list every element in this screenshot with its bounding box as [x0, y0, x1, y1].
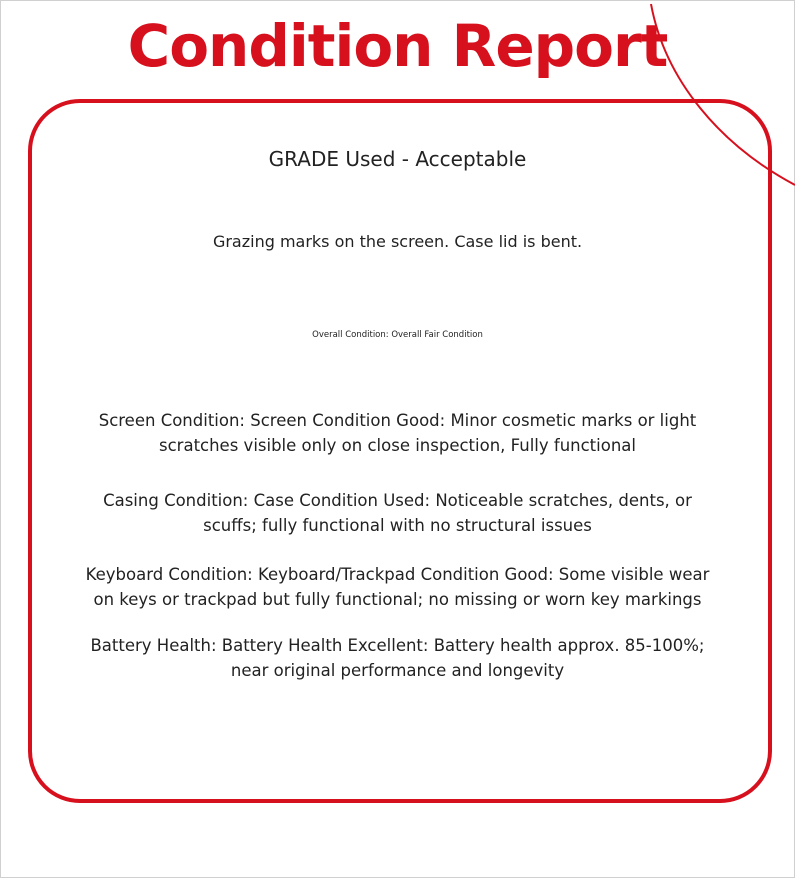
keyboard-condition-line-1: Keyboard Condition: Keyboard/Trackpad Condition Good: Some visible wear: [85, 565, 710, 584]
condition-summary: Grazing marks on the screen. Case lid is bent.: [212, 232, 583, 251]
screen-condition-line-1: Screen Condition: Screen Condition Good: Minor cosmetic marks or light: [98, 411, 697, 430]
casing-condition: [0, 488, 795, 538]
overall-condition: Overall Condition: Overall Fair Condition: [312, 330, 483, 340]
report-title: Condition Report: [127, 12, 668, 80]
screen-condition: [0, 408, 795, 458]
battery-health: [0, 633, 795, 683]
screen-condition-line-2: scratches visible only on close inspection, Fully functional: [159, 436, 636, 455]
battery-health-line-1: Battery Health: Battery Health Excellent: Battery health approx. 85-100%;: [90, 636, 705, 655]
casing-condition-line-1: Casing Condition: Case Condition Used: Noticeable scratches, dents, or: [103, 491, 692, 510]
keyboard-condition-line-2: on keys or trackpad but fully functional; no missing or worn key markings: [93, 590, 702, 609]
casing-condition-line-2: scuffs; fully functional with no structural issues: [203, 516, 592, 535]
keyboard-condition: [0, 562, 795, 612]
grade-heading: GRADE Used - Acceptable: [268, 147, 527, 171]
battery-health-line-2: near original performance and longevity: [230, 661, 565, 680]
